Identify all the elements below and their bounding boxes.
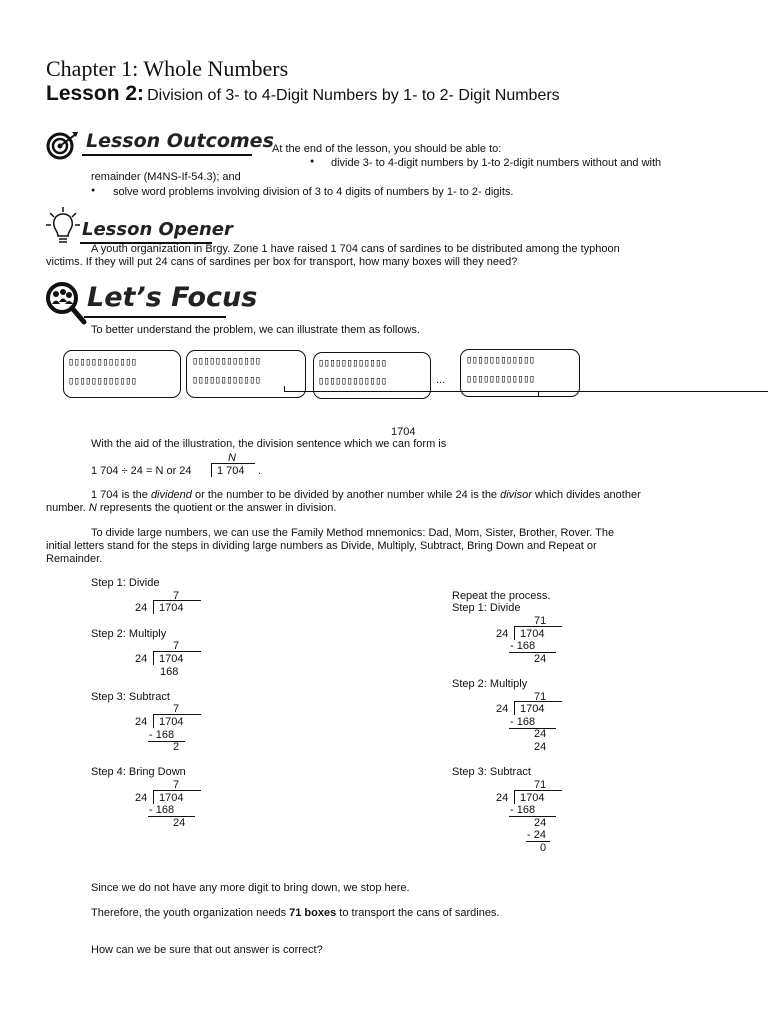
step-1-divide-repeat: Step 1: Divide (452, 602, 521, 614)
ellipsis: ... (436, 374, 446, 386)
cans-row: ▯▯▯▯▯▯▯▯▯▯▯▯ (466, 354, 535, 366)
divisor: 24 (135, 792, 148, 804)
answer-text: Therefore, the youth organization needs 71 boxes to transport the cans of sardines. (91, 907, 500, 919)
cans-row: ▯▯▯▯▯▯▯▯▯▯▯▯ (192, 374, 261, 386)
brought-down: 24 (534, 728, 547, 740)
chapter-title: Chapter 1: Whole Numbers (46, 56, 289, 81)
lesson-outcomes-heading: Lesson Outcomes (86, 130, 274, 152)
division-bracket (153, 714, 154, 728)
lets-focus-heading: Let’s Focus (87, 282, 258, 313)
quotient: 7 (173, 590, 180, 602)
cans-row: ▯▯▯▯▯▯▯▯▯▯▯▯ (318, 375, 387, 387)
product: 24 (534, 741, 547, 753)
step-3-subtract: Step 3: Subtract (91, 691, 170, 703)
divisor: 24 (135, 716, 148, 728)
period: . (258, 465, 262, 477)
cans-row: ▯▯▯▯▯▯▯▯▯▯▯▯ (466, 373, 535, 385)
brace-tick (538, 391, 539, 396)
outcome-item-1: divide 3- to 4-digit numbers by 1-to 2-digit numbers without and with (331, 157, 662, 169)
outcomes-intro: At the end of the lesson, you should be able to: (272, 143, 502, 155)
heading-underline (82, 154, 252, 156)
brace-line (284, 391, 768, 392)
quotient-n: N (228, 452, 236, 464)
definition-line-1: 1 704 is the dividend or the number to be divided by another number while 24 is the divisor which divides another (91, 489, 641, 501)
dividend-display: 1 704 (217, 465, 245, 477)
family-method-line-2: initial letters stand for the steps in dividing large numbers as Divide, Multiply, Subtract, Bring Down and Repeat or (46, 540, 597, 552)
magnifier-people-icon (44, 280, 88, 326)
subtraction-line (509, 652, 556, 653)
opener-line-1: A youth organization in Brgy. Zone 1 have raised 1 704 cans of sardines to be distributed among the typhoon (91, 243, 620, 255)
stop-text: Since we do not have any more digit to bring down, we stop here. (91, 882, 410, 894)
total-cans: 1704 (391, 426, 416, 438)
dividend: 1704 (159, 653, 184, 665)
division-bar (153, 714, 201, 715)
quotient: 7 (173, 779, 180, 791)
lesson-opener-heading: Lesson Opener (82, 219, 233, 240)
cans-row: ▯▯▯▯▯▯▯▯▯▯▯▯ (68, 356, 137, 368)
divisor: 24 (135, 653, 148, 665)
product: - 168 (510, 716, 536, 728)
quotient: 71 (534, 615, 547, 627)
dividend: 1704 (520, 628, 545, 640)
division-bar (153, 600, 201, 601)
divisor: 24 (135, 602, 148, 614)
division-bracket (153, 651, 154, 665)
division-bracket (514, 790, 515, 804)
divisor: 24 (496, 703, 509, 715)
subtraction-line (509, 728, 556, 729)
sentence-text: 1 704 ÷ 24 = N or 24 (91, 465, 192, 477)
target-icon (44, 130, 80, 160)
product: - 168 (510, 804, 536, 816)
division-bracket (514, 701, 515, 715)
brought-down: 24 (173, 817, 186, 829)
lesson-topic: Division of 3- to 4-Digit Numbers by 1- to 2- Digit Numbers (147, 87, 560, 104)
subtraction-line (148, 741, 185, 742)
opener-line-2: victims. If they will put 24 cans of sardines per box for transport, how many boxes will they need? (46, 256, 518, 268)
dividend: 1704 (159, 716, 184, 728)
dividend: 1704 (520, 703, 545, 715)
division-bar (514, 790, 562, 791)
product: - 24 (527, 829, 546, 841)
division-bar (514, 701, 562, 702)
sardine-box (63, 350, 181, 398)
brought-down: 24 (534, 817, 547, 829)
subtraction-line (148, 816, 195, 817)
quotient: 7 (173, 640, 180, 652)
outcome-item-1-cont: remainder (M4NS-If-54.3); and (91, 171, 241, 183)
brace-tick (284, 386, 285, 392)
aid-text: With the aid of the illustration, the division sentence which we can form is (91, 438, 447, 450)
heading-underline (84, 316, 226, 318)
quotient: 71 (534, 691, 547, 703)
division-bracket (153, 600, 154, 614)
bullet: ● (310, 158, 315, 165)
repeat-process: Repeat the process. (452, 590, 551, 602)
cans-row: ▯▯▯▯▯▯▯▯▯▯▯▯ (192, 355, 261, 367)
sardine-box (460, 349, 580, 397)
quotient: 7 (173, 703, 180, 715)
focus-intro: To better understand the problem, we can illustrate them as follows. (91, 324, 420, 336)
remainder: 0 (540, 842, 547, 854)
definition-line-2: number. N represents the quotient or the answer in division. (46, 502, 337, 514)
lesson-label: Lesson 2: (46, 82, 145, 105)
remainder: 2 (173, 741, 180, 753)
cans-row: ▯▯▯▯▯▯▯▯▯▯▯▯ (318, 357, 387, 369)
product: - 168 (510, 640, 536, 652)
step-2-multiply: Step 2: Multiply (91, 628, 167, 640)
division-bracket (211, 463, 212, 477)
outcome-item-2: solve word problems involving division of 3 to 4 digits of numbers by 1- to 2- digits. (113, 186, 514, 198)
dividend: 1704 (159, 602, 184, 614)
division-bracket (514, 626, 515, 640)
dividend: 1704 (520, 792, 545, 804)
division-bracket (153, 790, 154, 804)
divisor: 24 (496, 628, 509, 640)
check-question: How can we be sure that out answer is correct? (91, 944, 323, 956)
subtraction-line (509, 816, 556, 817)
step-3-subtract-repeat: Step 3: Subtract (452, 766, 531, 778)
product: - 168 (149, 804, 175, 816)
product: - 168 (149, 729, 175, 741)
lightbulb-icon (45, 205, 81, 247)
bullet: ● (91, 187, 96, 194)
product: 168 (160, 666, 179, 678)
brought-down: 24 (534, 653, 547, 665)
dividend: 1704 (159, 792, 184, 804)
step-4-bring-down: Step 4: Bring Down (91, 766, 186, 778)
division-bar (153, 651, 201, 652)
family-method-line-3: Remainder. (46, 553, 103, 565)
step-2-multiply-repeat: Step 2: Multiply (452, 678, 528, 690)
divisor: 24 (496, 792, 509, 804)
cans-row: ▯▯▯▯▯▯▯▯▯▯▯▯ (68, 375, 137, 387)
quotient: 71 (534, 779, 547, 791)
division-sentence (91, 465, 192, 477)
division-bar (153, 790, 201, 791)
division-bar (211, 463, 255, 464)
division-bar (514, 626, 562, 627)
family-method-line-1: To divide large numbers, we can use the Family Method mnemonics: Dad, Mom, Sister, Brother, Rover. The (91, 527, 615, 539)
lesson-title (46, 82, 560, 106)
step-1-divide: Step 1: Divide (91, 577, 160, 589)
subtraction-line (526, 841, 550, 842)
